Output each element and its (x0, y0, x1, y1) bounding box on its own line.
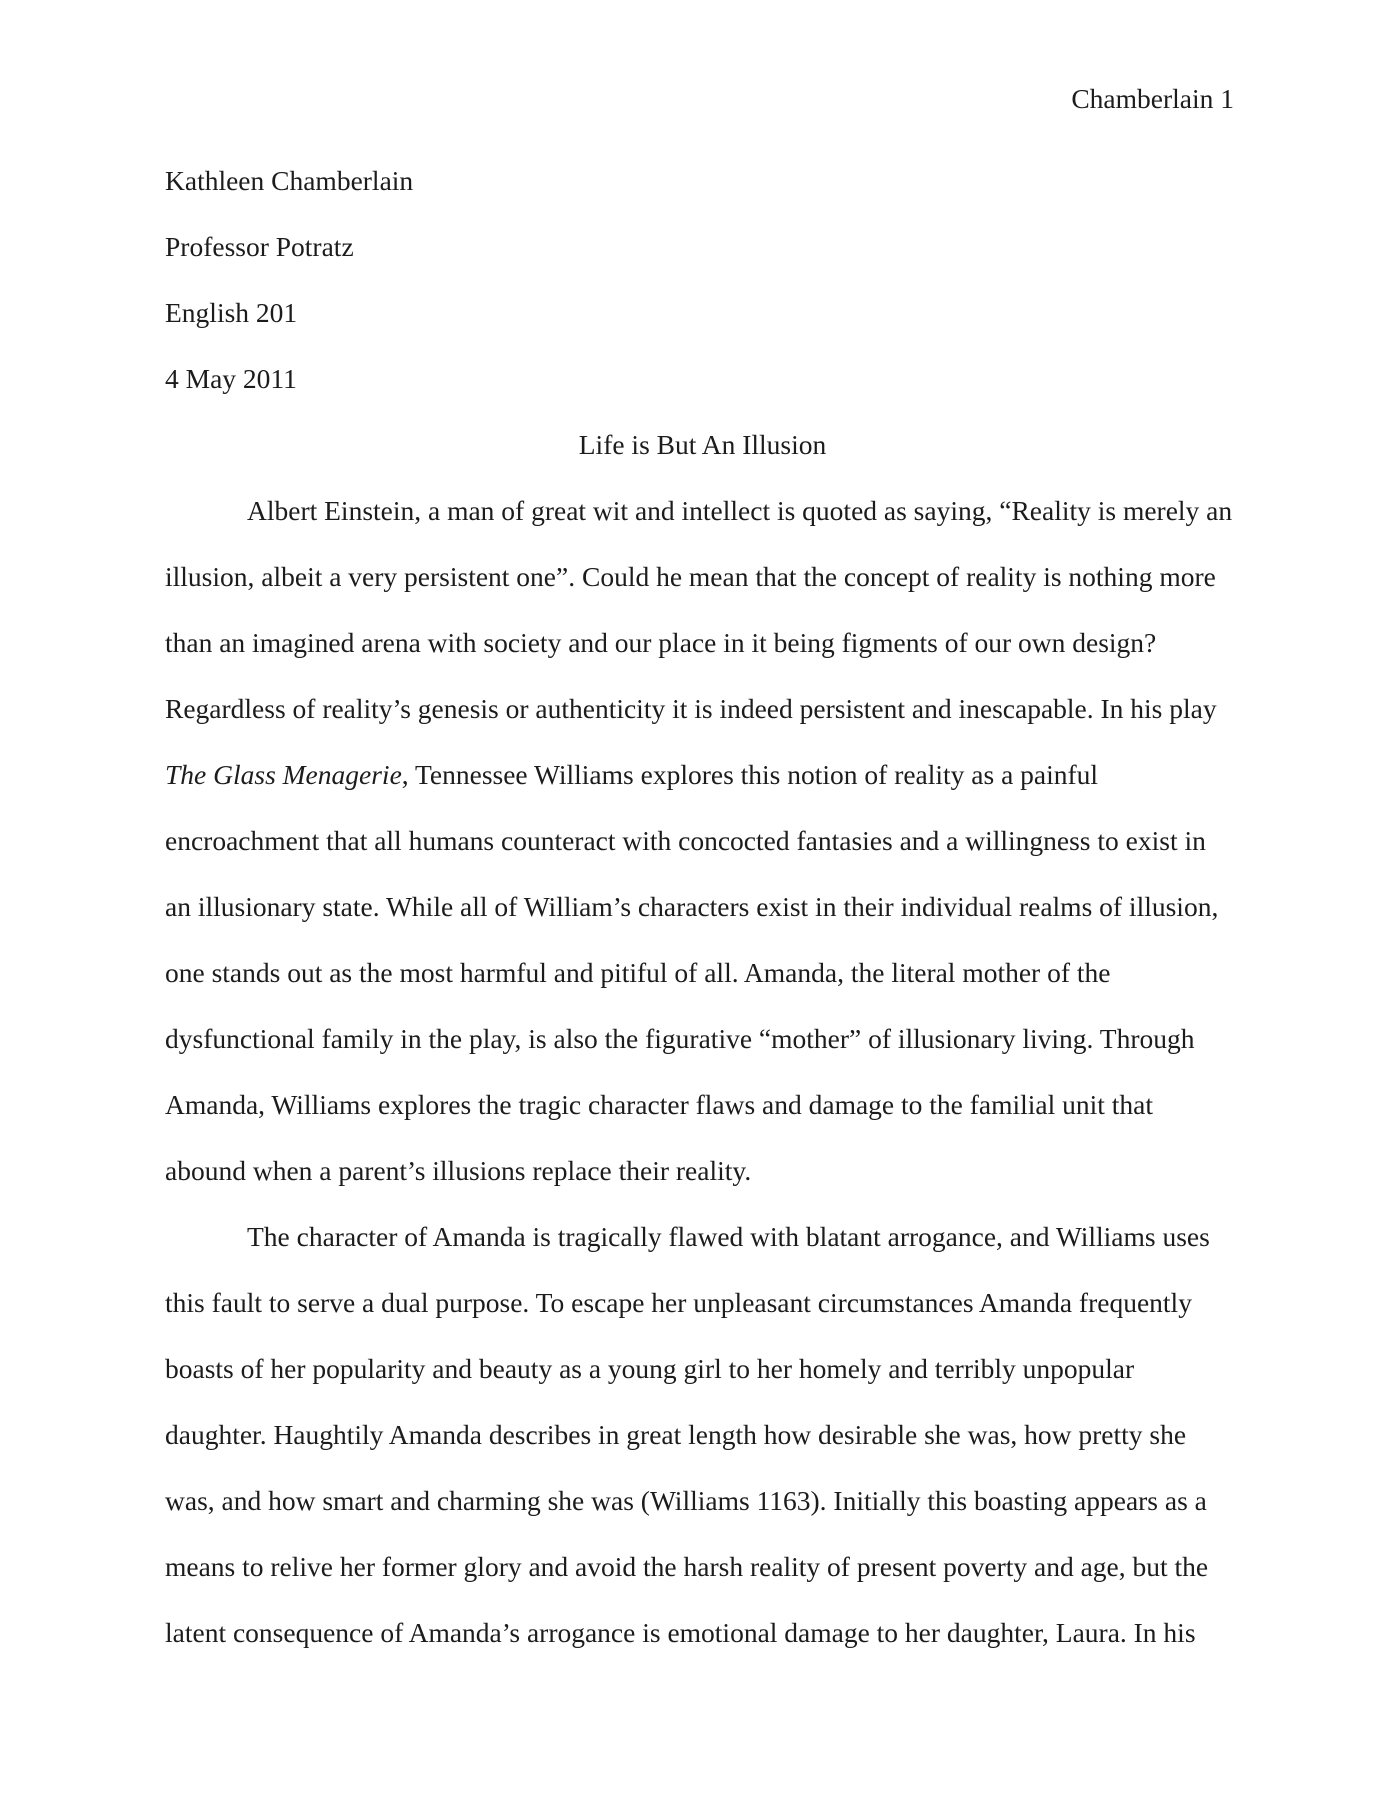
text-line: encroachment that all humans counteract with concocted fantasies and a willingness to exist in (165, 825, 1206, 856)
text-line: latent consequence of Amanda’s arrogance is emotional damage to her daughter, Laura. In his (165, 1617, 1196, 1648)
text-line: Amanda, Williams explores the tragic character flaws and damage to the familial unit that (165, 1089, 1154, 1120)
instructor-name: Professor Potratz (165, 231, 354, 262)
paragraph-1 (165, 478, 1240, 1204)
text-line (165, 742, 1240, 808)
text-line: this fault to serve a dual purpose. To escape her unpleasant circumstances Amanda frequently (165, 1287, 1192, 1318)
text-line: dysfunctional family in the play, is also the figurative “mother” of illusionary living. Through (165, 1023, 1195, 1054)
text-line: was, and how smart and charming she was (Williams 1163). Initially this boasting appears as a (165, 1485, 1207, 1516)
text-line: Regardless of reality’s genesis or authenticity it is indeed persistent and inescapable. In his play (165, 693, 1217, 724)
text-line: The character of Amanda is tragically flawed with blatant arrogance, and Williams uses (247, 1221, 1210, 1252)
text-line: one stands out as the most harmful and pitiful of all. Amanda, the literal mother of the (165, 957, 1111, 988)
running-head: Chamberlain 1 (1071, 83, 1234, 114)
text-line: boasts of her popularity and beauty as a young girl to her homely and terribly unpopular (165, 1353, 1135, 1384)
text-line: than an imagined arena with society and our place in it being figments of our own design? (165, 627, 1157, 658)
text-line: Albert Einstein, a man of great wit and intellect is quoted as saying, “Reality is merely an (247, 495, 1233, 526)
essay-title: Life is But An Illusion (578, 429, 827, 460)
text-line: daughter. Haughtily Amanda describes in great length how desirable she was, how pretty she (165, 1419, 1187, 1450)
document-body (165, 148, 1240, 1666)
text-line: an illusionary state. While all of William’s characters exist in their individual realms of illusion, (165, 891, 1219, 922)
author-name: Kathleen Chamberlain (165, 165, 414, 196)
text-line: means to relive her former glory and avoid the harsh reality of present poverty and age, but the (165, 1551, 1209, 1582)
date: 4 May 2011 (165, 363, 297, 394)
text-line: abound when a parent’s illusions replace their reality. (165, 1155, 752, 1186)
text-span: , Tennessee Williams explores this notion of reality as a painful (401, 759, 1099, 790)
text-line: illusion, albeit a very persistent one”. Could he mean that the concept of reality is nothing more (165, 561, 1216, 592)
paragraph-2 (165, 1204, 1240, 1666)
course-name: English 201 (165, 297, 298, 328)
play-title: The Glass Menagerie (165, 759, 402, 790)
